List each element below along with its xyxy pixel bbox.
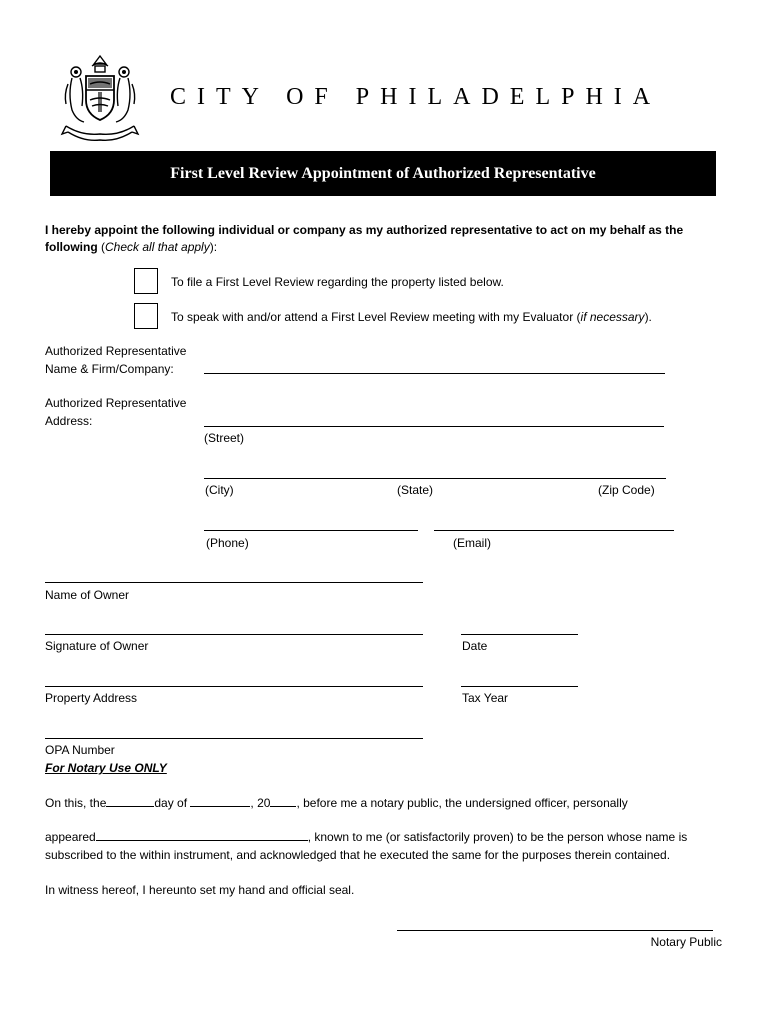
property-address-field[interactable] bbox=[45, 686, 423, 687]
street-field[interactable] bbox=[204, 426, 664, 427]
state-caption: (State) bbox=[397, 483, 434, 497]
attend-meeting-option-label: To speak with and/or attend a First Level Review meeting with my Evaluator (if necessary). bbox=[171, 310, 652, 324]
form-title: First Level Review Appointment of Authorized Representative bbox=[170, 164, 596, 182]
rep-name-field[interactable] bbox=[204, 373, 665, 374]
city-title: CITY OF PHILADELPHIA bbox=[170, 84, 662, 110]
notary-appeared-line: appeared , known to me (or satisfactorily proven) to be the person whose name is bbox=[45, 830, 688, 844]
file-review-option-label: To file a First Level Review regarding the property listed below. bbox=[171, 275, 504, 289]
date-field[interactable] bbox=[461, 634, 578, 635]
street-caption: (Street) bbox=[204, 431, 245, 445]
phone-caption: (Phone) bbox=[206, 536, 249, 550]
opa-number-field[interactable] bbox=[45, 738, 423, 739]
rep-name-label-2: Name & Firm/Company: bbox=[45, 362, 174, 376]
notary-signature-field[interactable] bbox=[397, 930, 713, 931]
zip-caption: (Zip Code) bbox=[598, 483, 655, 497]
email-caption: (Email) bbox=[453, 536, 491, 550]
city-state-zip-field[interactable] bbox=[204, 478, 666, 479]
owner-name-field[interactable] bbox=[45, 582, 423, 583]
notary-month-blank[interactable] bbox=[190, 795, 250, 807]
notary-appeared-blank[interactable] bbox=[96, 829, 308, 841]
notary-date-line: On this, the day of , 20 , before me a notary public, the undersigned officer, personally bbox=[45, 796, 628, 810]
notary-heading: For Notary Use ONLY bbox=[45, 761, 167, 775]
notary-public-label: Notary Public bbox=[650, 935, 722, 949]
owner-signature-label: Signature of Owner bbox=[45, 639, 149, 653]
rep-address-label-1: Authorized Representative bbox=[45, 396, 187, 410]
notary-subscribed-line: subscribed to the within instrument, and acknowledged that he executed the same for the purposes therein contained. bbox=[45, 848, 671, 862]
form-title-banner bbox=[50, 151, 716, 196]
city-seal-image bbox=[58, 50, 142, 144]
notary-witness-line: In witness hereof, I hereunto set my hand and official seal. bbox=[45, 883, 355, 897]
intro-line-1: I hereby appoint the following individual or company as my authorized representative to act on my behalf as the bbox=[45, 223, 684, 237]
owner-signature-field[interactable] bbox=[45, 634, 423, 635]
phone-field[interactable] bbox=[204, 530, 418, 531]
intro-line-2: following (Check all that apply): bbox=[45, 240, 218, 254]
property-address-label: Property Address bbox=[45, 691, 138, 705]
city-caption: (City) bbox=[205, 483, 234, 497]
tax-year-label: Tax Year bbox=[462, 691, 509, 705]
rep-address-label-2: Address: bbox=[45, 414, 93, 428]
notary-year-blank[interactable] bbox=[270, 795, 296, 807]
rep-name-label-1: Authorized Representative bbox=[45, 344, 187, 358]
date-label: Date bbox=[462, 639, 488, 653]
notary-day-blank[interactable] bbox=[106, 795, 154, 807]
tax-year-field[interactable] bbox=[461, 686, 578, 687]
email-field[interactable] bbox=[434, 530, 674, 531]
owner-name-label: Name of Owner bbox=[45, 588, 130, 602]
opa-number-label: OPA Number bbox=[45, 743, 115, 757]
attend-meeting-checkbox[interactable] bbox=[134, 303, 158, 329]
file-review-checkbox[interactable] bbox=[134, 268, 158, 294]
